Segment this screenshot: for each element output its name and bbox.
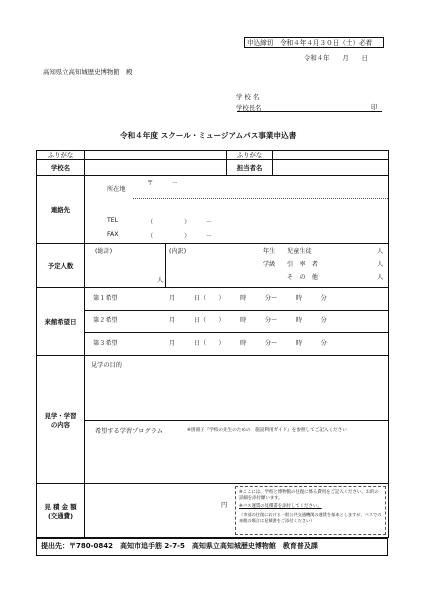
estimate-note-2: ※バス運賃の見積書を添付してください。	[239, 504, 322, 509]
choice-1-label: 第１希望	[93, 295, 118, 302]
estimate-label-line2: (交通費)	[47, 511, 73, 520]
purpose-label-line2: の内容	[50, 420, 71, 429]
program-label: 希望する学習プログラム	[95, 428, 163, 435]
tel-label: TEL	[107, 217, 119, 224]
yen-unit: 円	[221, 502, 228, 509]
objective-label: 見学の目的	[91, 362, 122, 369]
principal-label: 学校長名	[236, 104, 262, 112]
choice-2-label: 第２希望	[93, 317, 118, 324]
contact-field[interactable]	[85, 176, 389, 244]
contact-label: 連絡先	[37, 176, 85, 244]
students-label: 児童生徒	[287, 248, 312, 255]
chaperone-unit: 人	[377, 261, 384, 268]
people-divider	[165, 244, 166, 287]
person-label: 担当者名	[227, 160, 273, 176]
program-note: ※別冊子『学校の先生のための 施設利用ガイド』を参照してご記入ください	[187, 428, 347, 433]
school-furigana-input[interactable]	[85, 151, 227, 160]
detail-label: (内訳)	[169, 248, 187, 255]
tel-field[interactable]: （ ） －	[147, 219, 212, 226]
choice-divider	[85, 332, 388, 333]
address-label: 所在地	[107, 186, 126, 193]
class-suffix: 学級	[263, 261, 276, 268]
postal-field[interactable]: 〒 －	[147, 180, 178, 187]
person-furigana-input[interactable]	[273, 151, 389, 160]
purpose-divider	[85, 420, 388, 421]
other-label: そ の 他	[287, 274, 318, 281]
choice-2-time[interactable]: 月 日（ ） 時 分～ 時 分	[169, 317, 327, 324]
seal-mark: 印	[371, 103, 378, 111]
people-label: 予定人数	[37, 244, 85, 288]
application-form	[36, 150, 389, 538]
estimate-note-box	[235, 486, 386, 535]
total-label: (総計)	[95, 248, 113, 255]
addressee: 高知県立高知城歴史博物館 殿	[43, 68, 133, 76]
estimate-label	[37, 484, 85, 538]
choice-3-time[interactable]: 月 日（ ） 時 分～ 時 分	[169, 340, 327, 347]
estimate-note-3: （市部の往復における一般公共交通機関の運賃を基本としますが、バスでの来館の場合は見積書をご添付ください）	[239, 512, 382, 524]
school-name-input[interactable]	[85, 160, 227, 176]
grade-suffix: 年生	[263, 248, 276, 255]
students-unit: 人	[377, 248, 384, 255]
school-name-label: 学 校 名	[236, 93, 260, 101]
visit-label: 来館希望日	[37, 288, 85, 356]
estimate-label-line1: 見 積 金 額	[44, 502, 77, 511]
purpose-label-line1: 見学・学習	[44, 411, 77, 420]
estimate-note-1: ※ここには、学校と博物館の往復に係る費用をご記入ください。お的の詳細を添付願います。	[239, 490, 379, 502]
choice-divider	[85, 310, 388, 311]
other-unit: 人	[377, 274, 384, 281]
fax-label: FAX	[107, 231, 119, 238]
submission-footer: 提出先：〒780-0842 高知市追手筋 2-7-5 高知県立高知城歴史博物館 教育普及課	[36, 538, 388, 556]
signature-line	[237, 111, 382, 112]
chaperone-label: 引 率 者	[287, 261, 318, 268]
address-underline	[133, 198, 388, 199]
school-label: 学校名	[37, 160, 85, 176]
choice-3-label: 第３希望	[93, 340, 118, 347]
visit-field[interactable]	[85, 288, 389, 356]
furigana-cell: ふりがな	[227, 151, 273, 160]
estimate-field[interactable]	[85, 484, 389, 538]
page-title: 令和４年度 スクール・ミュージアムパス事業申込書	[120, 131, 297, 140]
choice-1-time[interactable]: 月 日（ ） 時 分～ 時 分	[169, 295, 327, 302]
purpose-label	[37, 356, 85, 484]
person-name-input[interactable]	[273, 160, 389, 176]
purpose-field[interactable]	[85, 356, 389, 484]
date-line: 令和４年 月 日	[304, 54, 368, 62]
deadline-box: 申込締切 令和４年４月３０日（土）必着	[244, 37, 384, 48]
fax-field[interactable]: （ ） －	[147, 233, 212, 240]
total-unit: 人	[157, 277, 164, 284]
people-field[interactable]	[85, 244, 389, 288]
furigana-cell: ふりがな	[37, 151, 85, 160]
